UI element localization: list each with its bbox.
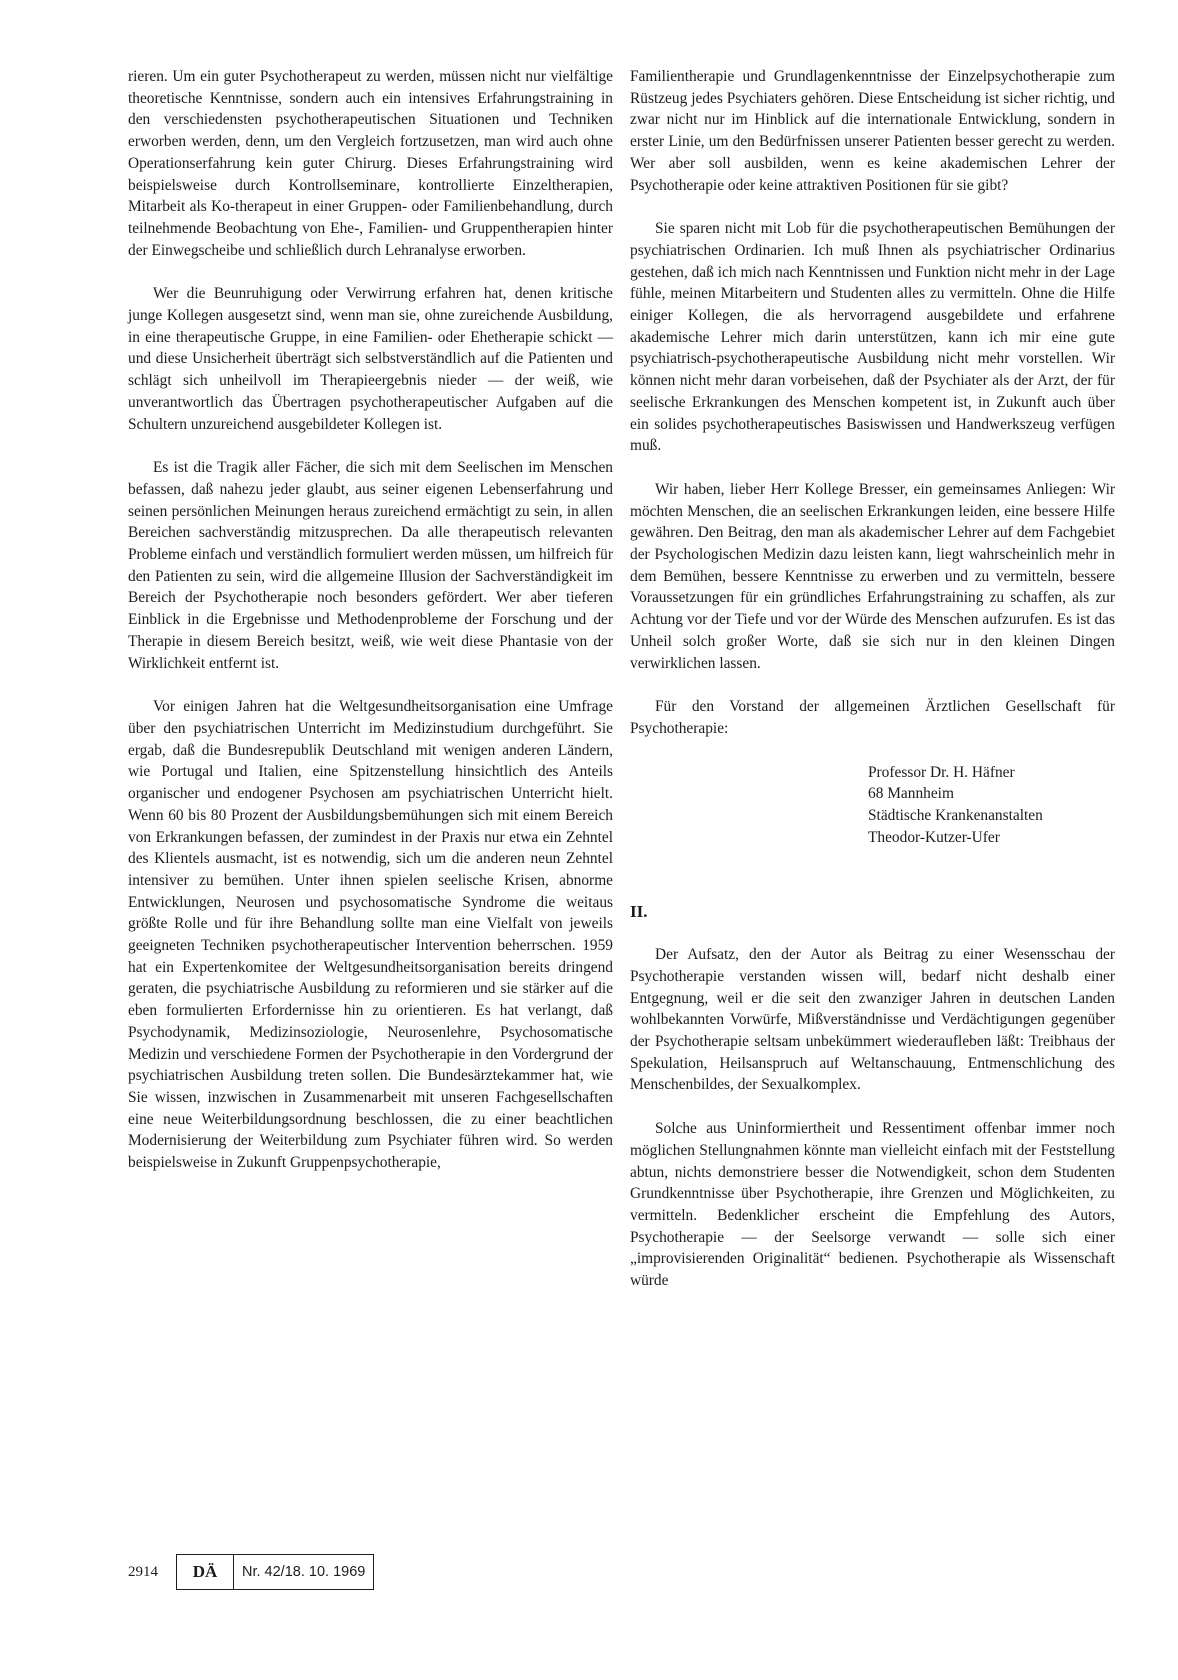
right-column bbox=[630, 66, 1115, 1292]
paragraph: Solche aus Uninformiertheit und Ressentiment offenbar immer noch möglichen Stellungnahmen könnte man vielleicht einfach mit der Feststellung abtun, nichts demonstriere besser die Notwendigkeit, schon dem Studenten Grundkenntnisse über Psychotherapie, ihre Grenzen und Möglichkeiten, zu vermitteln. Bedenklicher erscheint die Empfehlung des Autors, Psychotherapie — der Seelsorge verwandt — solle sich einer „improvisierenden Originalität“ bedienen. Psychotherapie als Wissenschaft würde bbox=[630, 1120, 1115, 1290]
paragraph: Für den Vorstand der allgemeinen Ärztlichen Gesellschaft für Psychotherapie: bbox=[630, 698, 1115, 737]
paragraph: Wir haben, lieber Herr Kollege Bresser, ein gemeinsames Anliegen: Wir möchten Menschen, die an seelischen Erkrankungen leiden, eine bessere Hilfe gewähren. Den Beitrag, den man als akademischer Lehrer auf dem Fachgebiet der Psychologischen Medizin dazu leisten kann, liegt wahrscheinlich mehr in dem Bemühen, bessere Kenntnisse zu erwerben und zu vermitteln, bessere Voraussetzungen für ein gründliches Erfahrungstraining zu schaffen, als zur Achtung vor der Tiefe und vor der Würde des Menschen aufzurufen. Es ist das Unheil solch großer Worte, daß sie sich nur in den kleinen Dingen verwirklichen lassen. bbox=[630, 480, 1115, 672]
section-heading: II. bbox=[630, 901, 648, 921]
left-column bbox=[128, 66, 613, 1174]
paragraph: Sie sparen nicht mit Lob für die psychotherapeutischen Bemühungen der psychiatrischen Ordinarien. Ich muß Ihnen als psychiatrischer Ordinarius gestehen, daß ich mich nach Kenntnissen und Funktion nicht mehr in der Lage fühle, meinen Mitarbeitern und Studenten alles zu vermitteln. Ohne die Hilfe einiger Kollegen, die als hervorragend ausgebildete und erfahrene akademische Lehrer mich darin unterstützen, kann ich mir eine gute psychiatrisch-psychotherapeutische Ausbildung nicht mehr vorstellen. Wir können nicht mehr daran vorbeisehen, daß der Psychiater als der Arzt, der für seelische Erkrankungen des Menschen kompetent ist, in Zukunft auch über ein solides psychotherapeutisches Basiswissen und Handwerkszeug verfügen muß. bbox=[630, 220, 1115, 455]
page-number: 2914 bbox=[128, 1563, 158, 1580]
paragraph: Es ist die Tragik aller Fächer, die sich mit dem Seelischen im Menschen befassen, daß nahezu jeder glaubt, aus seiner eigenen Lebenserfahrung und seinen persönlichen Meinungen heraus zureichend ermächtigt zu sein, in allen Bereichen sachverständig mitzusprechen. Da alle therapeutisch relevanten Probleme einfach und verständlich formuliert werden müssen, um hilfreich für den Patienten zu sein, wird die allgemeine Illusion der Sachverständigkeit im Bereich der Psychotherapie noch besonders gefördert. Wer aber tieferen Einblick in die Ergebnisse und Methodenprobleme der Forschung und der Therapie in diesem Bereich besitzt, weiß, wie weit diese Phantasie von der Wirklichkeit entfernt ist. bbox=[128, 459, 613, 672]
page-footer bbox=[128, 1555, 374, 1589]
signature-institution: Städtische Krankenanstalten bbox=[868, 807, 1043, 825]
paragraph: Der Aufsatz, den der Autor als Beitrag zu einer Wesensschau der Psychotherapie verstanden wissen will, bedarf nicht deshalb einer Entgegnung, weil er die seit den zwanziger Jahren in deutschen Landen wohlbekannten Vorwürfe, Mißverständnisse und Verdächtigungen gegenüber der Psychotherapie seltsam unbekümmert wiederaufleben läßt: Treibhaus der Spekulation, Heilsanspruch auf Weltanschauung, Entmenschlichung des Menschenbildes, der Sexualkomplex. bbox=[630, 946, 1115, 1094]
issue-label: Nr. 42/18. 10. 1969 bbox=[242, 1564, 366, 1580]
paragraph: Familientherapie und Grundlagenkenntnisse der Einzelpsychotherapie zum Rüstzeug jedes Psychiaters gehören. Diese Entscheidung ist sicher richtig, und zwar nicht nur im Hinblick auf die internationale Entwicklung, sondern in erster Linie, um den Bedürfnissen unserer Patienten besser gerecht zu werden. Wer aber soll ausbilden, wenn es keine akademischen Lehrer der Psychotherapie oder keine attraktiven Positionen für sie gibt? bbox=[630, 68, 1115, 194]
journal-logo: DÄ bbox=[177, 1555, 234, 1589]
signature-city: 68 Mannheim bbox=[868, 785, 954, 803]
signature-block bbox=[630, 762, 1115, 849]
paragraph: Wer die Beunruhigung oder Verwirrung erfahren hat, denen kritische junge Kollegen ausgesetzt sind, wenn man sie, ohne zureichende Ausbildung, in eine therapeutische Gruppe, in eine Familien- oder Ehetherapie schickt — und diese Unsicherheit überträgt sich selbstverständlich auf die Patienten und schlägt sich unheilvoll im Therapieergebnis nieder — der weiß, wie unverantwortlich das Übertragen psychotherapeutischer Aufgaben auf die Schultern unzureichend ausgebildeter Kollegen ist. bbox=[128, 285, 613, 433]
paragraph: rieren. Um ein guter Psychotherapeut zu werden, müssen nicht nur vielfältige theoretische Kenntnisse, sondern auch ein intensives Erfahrungstraining in den verschiedensten psychotherapeutischen Situationen und Techniken erworben werden, denn, um den Vergleich fortzusetzen, man wird auch ohne Operationserfahrung kein guter Chirurg. Dieses Erfahrungstraining wird beispielsweise durch Kontrollseminare, kontrollierte Einzeltherapien, Mitarbeit als Ko-therapeut in einer Gruppen- oder Familienbehandlung, durch teilnehmende Beobachtung von Ehe-, Familien- und Gruppentherapien hinter der Einwegscheibe und schließlich durch Lehranalyse erworben. bbox=[128, 68, 613, 259]
signature-street: Theodor-Kutzer-Ufer bbox=[868, 828, 1000, 846]
paragraph: Vor einigen Jahren hat die Weltgesundheitsorganisation eine Umfrage über den psychiatrischen Unterricht im Medizinstudium durchgeführt. Sie ergab, daß die Bundesrepublik Deutschland mit wenigen anderen Ländern, wie Portugal und Italien, eine Spitzenstellung hinsichtlich des Anteils organischer und endogener Psychosen am psychiatrischen Unterricht hielt. Wenn 60 bis 80 Prozent der Ausbildungsbemühungen sich mit einem Bereich von Erkrankungen befassen, der zumindest in der Praxis nur etwa ein Zehntel des Klientels ausmacht, ist es notwendig, sich um die anderen neun Zehntel intensiver zu bemühen. Unter ihnen spielen seelische Krisen, abnorme Entwicklungen, Neurosen und psychosomatische Syndrome die weitaus größte Rolle und für ihre Behandlung sollte man eine Vielfalt von jeweils geeigneten Techniken psychotherapeutischer Intervention beherrschen. 1959 hat ein Expertenkomitee der Weltgesundheitsorganisation bereits dringend geraten, die psychiatrische Ausbildung zu reformieren und sie stärker auf die eben formulierten Erfordernisse hin zu orientieren. Es hat verlangt, daß Psychodynamik, Medizinsoziologie, Neurosenlehre, Psychosomatische Medizin und verschiedene Formen der Psychotherapie in den Vordergrund der psychiatrischen Ausbildung treten sollen. Die Bundesärztekammer hat, wie Sie wissen, inzwischen in Zusammenarbeit mit unseren Fachgesellschaften eine neue Weiterbildungsordnung beschlossen, die zu einer beachtlichen Modernisierung der Weiterbildung zum Psychiater führen wird. So werden beispielsweise in Zukunft Gruppenpsychotherapie, bbox=[128, 698, 613, 1172]
signature-name: Professor Dr. H. Häfner bbox=[868, 763, 1015, 781]
journal-box bbox=[176, 1554, 374, 1590]
